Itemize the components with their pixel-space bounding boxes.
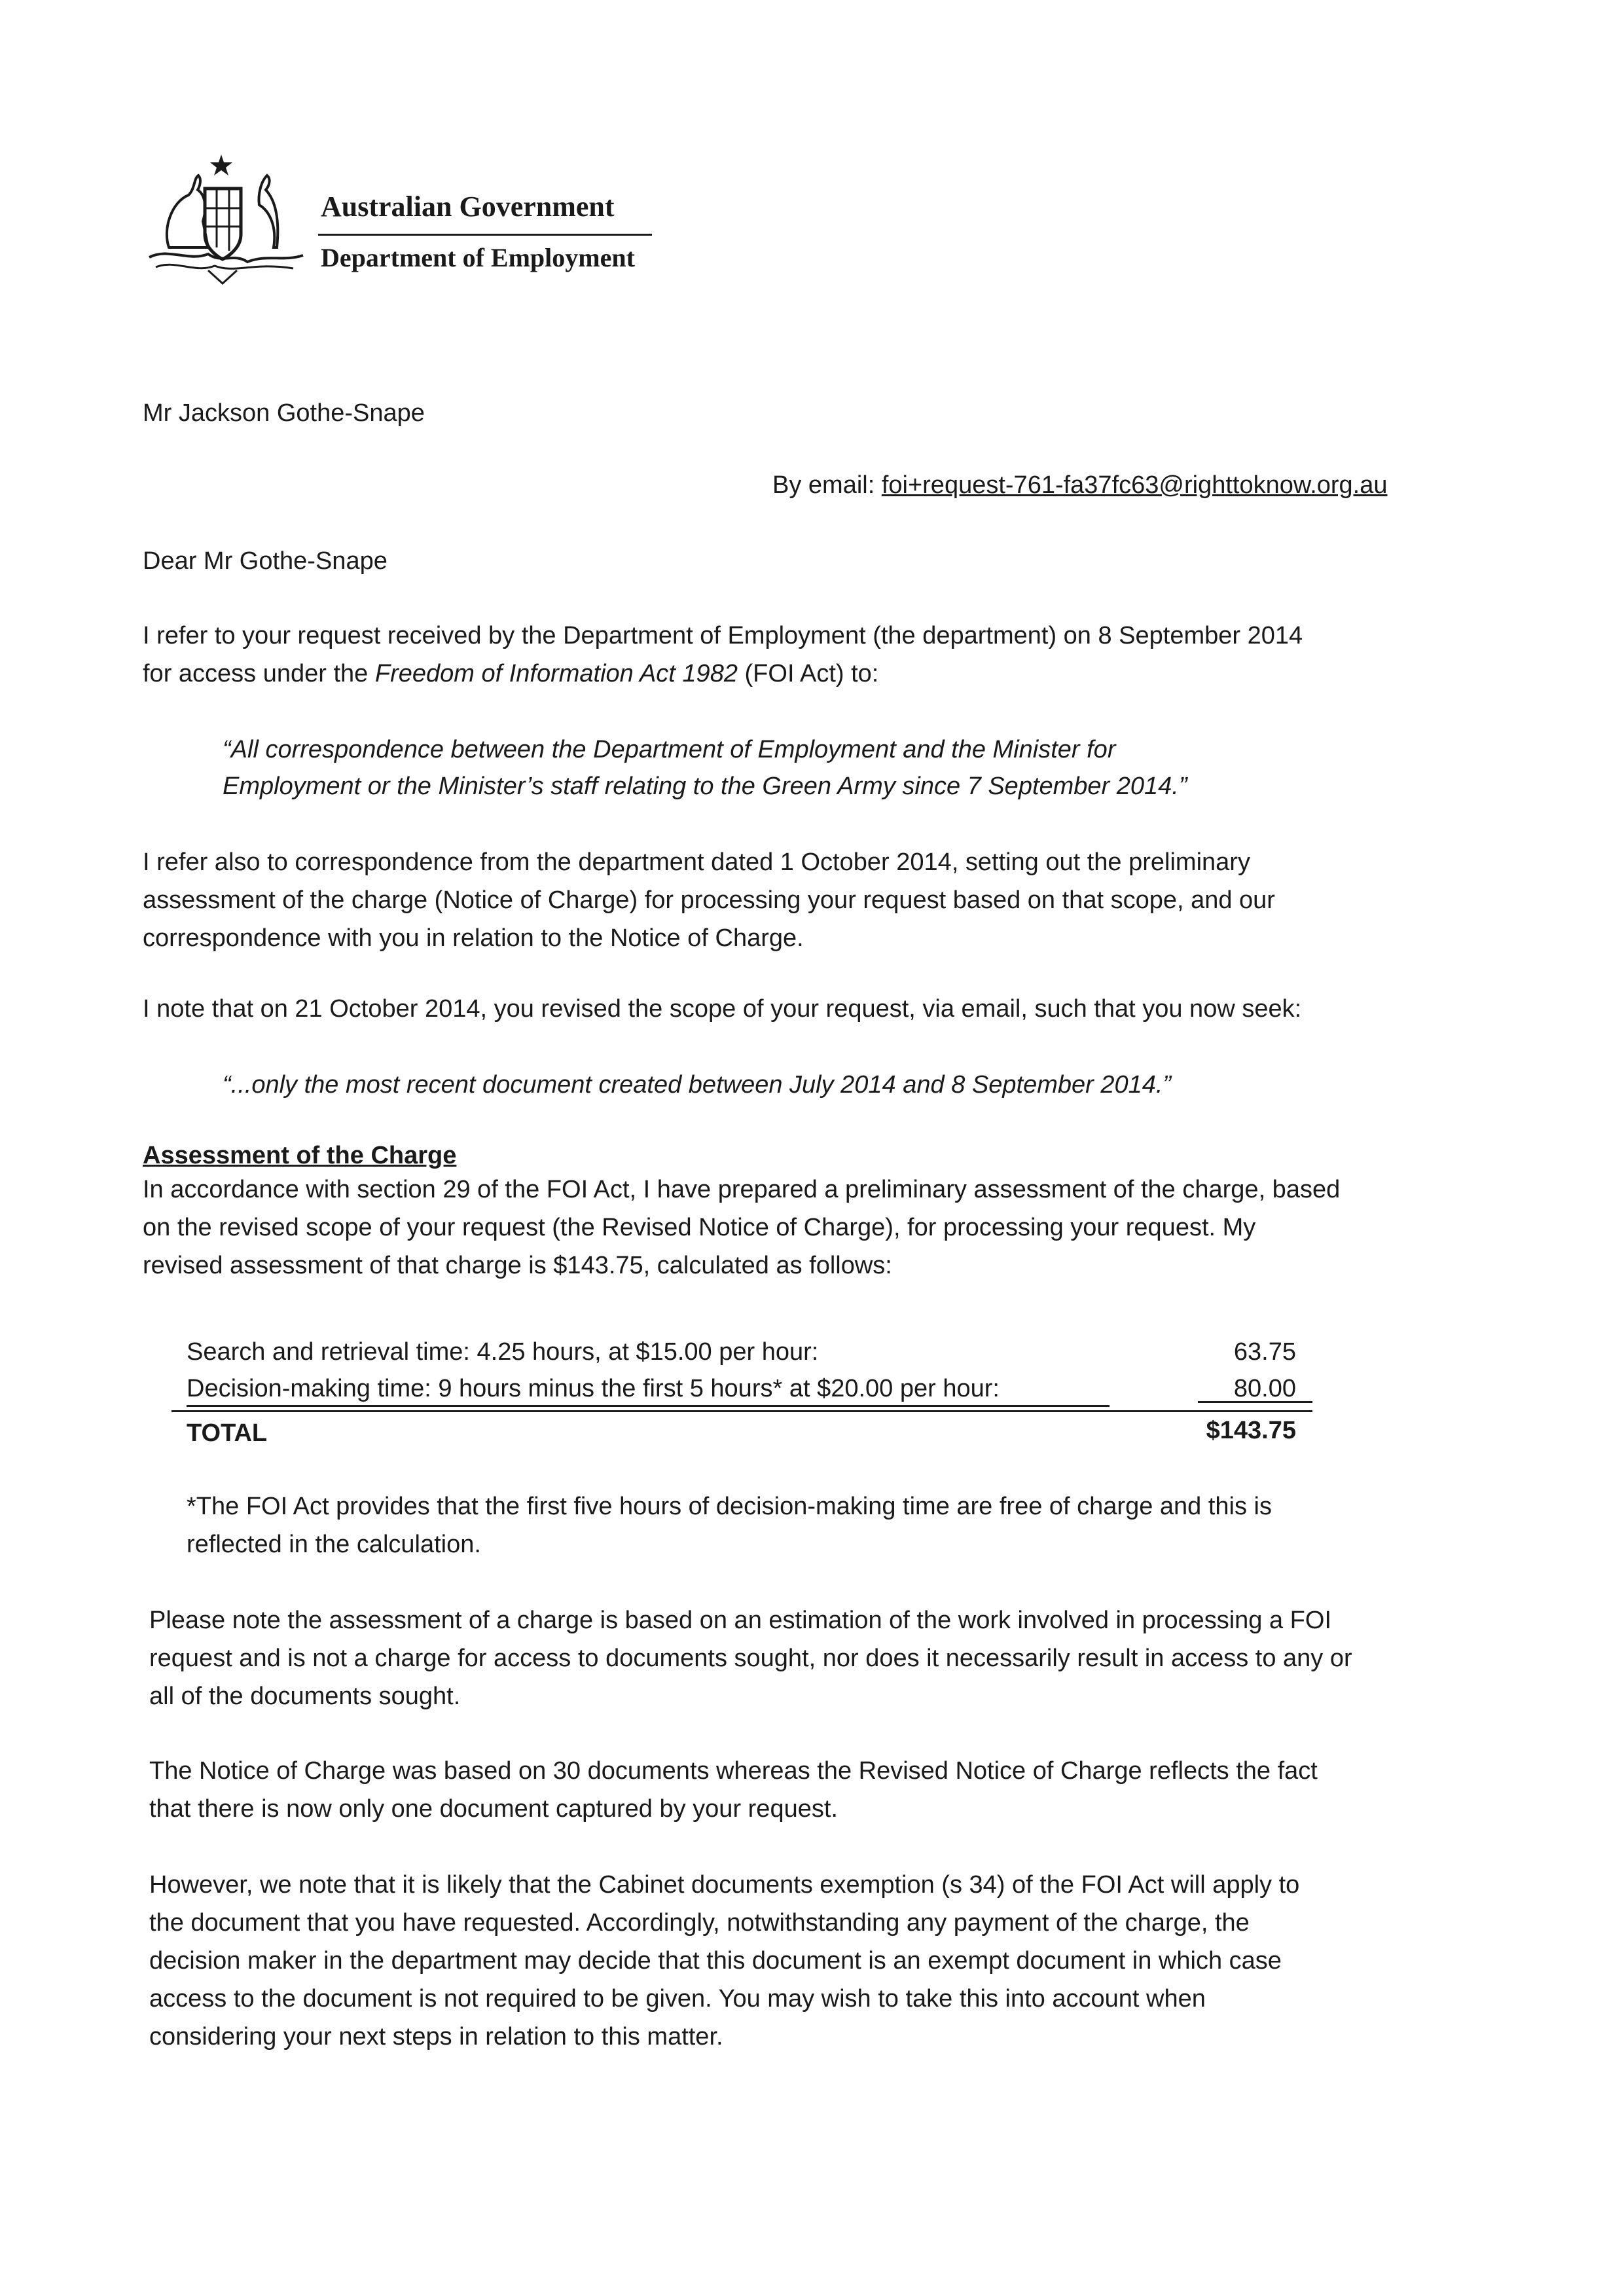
para2-line2: assessment of the charge (Notice of Charge) for processing your request based on that scope, and our [143,886,1275,914]
para1-line2 [143,655,878,693]
para1-text-end: (FOI Act) to: [737,660,879,687]
coat-of-arms-logo [143,149,306,287]
para1-line1: I refer to your request received by the Department of Employment (the department) on 8 September 2014 [143,622,1303,649]
total-label: TOTAL [187,1419,268,1447]
recipient-name: Mr Jackson Gothe-Snape [143,399,425,427]
para3: I note that on 21 October 2014, you revised the scope of your request, via email, such that you now seek: [143,995,1302,1023]
charge-row-search-label: Search and retrieval time: 4.25 hours, at $15.00 per hour: [187,1338,819,1366]
charge-row-divider [187,1405,1110,1407]
letterhead-divider [318,234,652,236]
by-email-line [772,466,1388,504]
para5-line2: that there is now only one document captured by your request. [149,1795,838,1823]
quote2: “...only the most recent document created between July 2014 and 8 September 2014.” [223,1071,1172,1099]
quote1-line1: “All correspondence between the Department of Employment and the Minister for [223,736,1116,763]
para4-line1: Please note the assessment of a charge is based on an estimation of the work involved in processing a FOI [149,1607,1332,1634]
total-rule [171,1410,1312,1412]
assessment-heading: Assessment of the Charge [143,1142,457,1169]
para4-line2: request and is not a charge for access to documents sought, nor does it necessarily result in access to any or [149,1645,1352,1672]
footnote-line1: *The FOI Act provides that the first five hours of decision-making time are free of charge and this is [187,1493,1272,1520]
salutation: Dear Mr Gothe-Snape [143,547,388,575]
subtotal-rule [1198,1401,1312,1403]
para2-line1: I refer also to correspondence from the department dated 1 October 2014, setting out the preliminary [143,848,1250,876]
assessment-line2: on the revised scope of your request (the Revised Notice of Charge), for processing your request. My [143,1214,1256,1241]
email-address-link[interactable]: foi+request-761-fa37fc63@righttoknow.org.au [881,471,1388,499]
quote1-line2: Employment or the Minister’s staff relating to the Green Army since 7 September 2014.” [223,773,1187,800]
department-name: Department of Employment [321,243,635,272]
charge-row-search-amount: 63.75 [1233,1338,1296,1366]
total-amount: $143.75 [1206,1417,1296,1444]
charge-row-decision-amount: 80.00 [1233,1375,1296,1402]
act-name: Freedom of Information Act 1982 [374,660,738,687]
para5-line1: The Notice of Charge was based on 30 documents whereas the Revised Notice of Charge reflects the fact [149,1757,1318,1785]
para6-line3: decision maker in the department may decide that this document is an exempt document in which case [149,1947,1282,1975]
para1-text: for access under the [143,660,375,687]
para2-line3: correspondence with you in relation to the Notice of Charge. [143,924,804,952]
para4-line3: all of the documents sought. [149,1683,461,1710]
para6-line1: However, we note that it is likely that the Cabinet documents exemption (s 34) of the FOI Act will apply to [149,1871,1300,1899]
para6-line5: considering your next steps in relation to this matter. [149,2023,723,2050]
charge-row-decision-label: Decision-making time: 9 hours minus the first 5 hours* at $20.00 per hour: [187,1375,1000,1402]
para6-line4: access to the document is not required to be given. You may wish to take this into account when [149,1985,1206,2013]
by-email-label: By email: [772,471,882,499]
footnote-line2: reflected in the calculation. [187,1531,481,1558]
assessment-line1: In accordance with section 29 of the FOI Act, I have prepared a preliminary assessment of the charge, based [143,1176,1341,1203]
assessment-line3: revised assessment of that charge is $143.75, calculated as follows: [143,1252,892,1279]
para6-line2: the document that you have requested. Accordingly, notwithstanding any payment of the charge, the [149,1909,1250,1937]
government-name: Australian Government [321,191,615,223]
